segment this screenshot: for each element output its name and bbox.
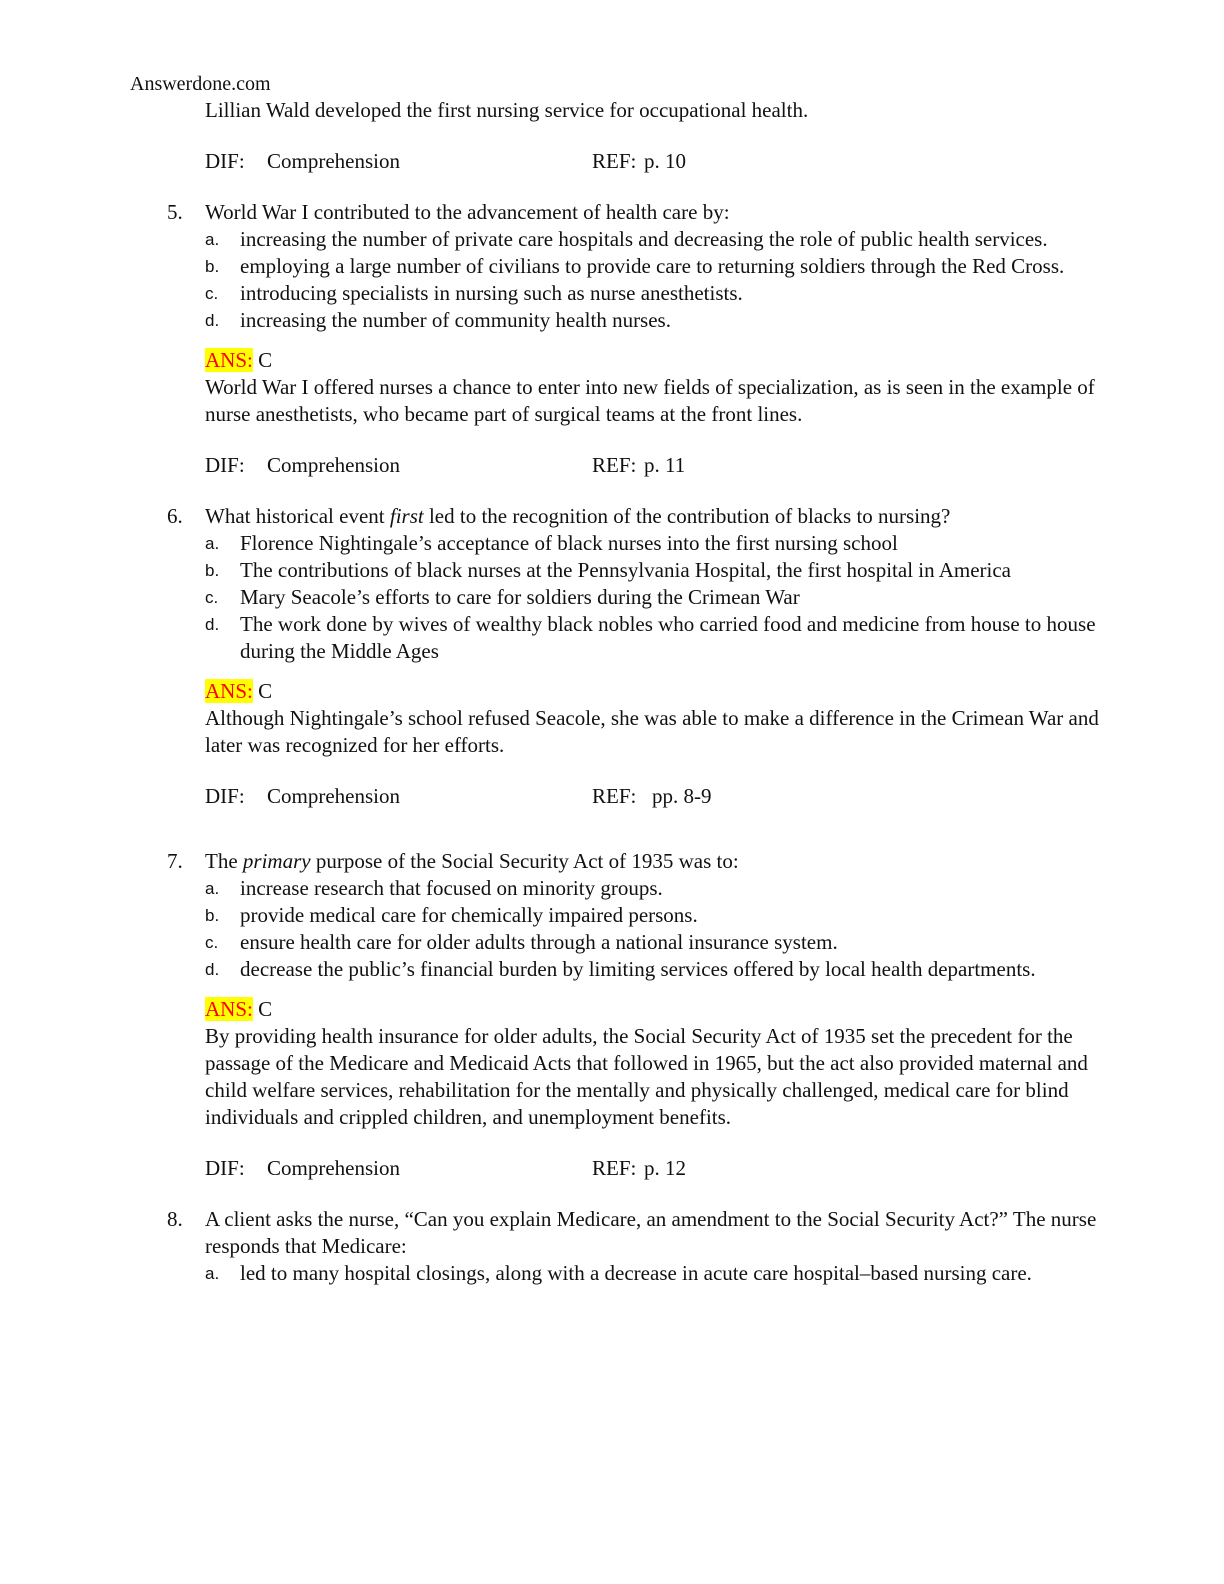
option-b [205, 253, 1125, 280]
answer-label: ANS: [205, 997, 253, 1021]
question-stem: World War I contributed to the advancement of health care by: [205, 200, 730, 224]
question-number: 7. [167, 849, 183, 873]
answer-value: C [252, 679, 273, 703]
answer-label: ANS: [205, 679, 253, 703]
option-list [205, 1260, 1125, 1287]
question-7 [167, 848, 1125, 1182]
ref-label: REF: [592, 784, 637, 808]
option-a [205, 530, 1125, 557]
option-d [205, 611, 1125, 665]
question-meta [205, 1155, 1125, 1182]
option-letter: a. [205, 534, 220, 553]
question-meta [205, 783, 1125, 810]
option-text: decrease the public’s financial burden by limiting services offered by local health departments. [240, 957, 1036, 981]
option-text: increasing the number of community health nurses. [240, 308, 671, 332]
answer-line [205, 996, 1125, 1023]
question-5 [167, 199, 1125, 479]
option-list [205, 875, 1125, 983]
question-stem: A client asks the nurse, “Can you explain Medicare, an amendment to the Social Security Act?” The nurse responds that Medicare: [205, 1207, 1097, 1258]
question-stem [205, 848, 1125, 875]
ref-value: p. 11 [644, 453, 686, 477]
answer-line [205, 678, 1125, 705]
option-letter: c. [205, 933, 219, 952]
ref-value: p. 10 [644, 149, 686, 173]
stem-emphasis: first [389, 504, 424, 528]
dif-value: Comprehension [267, 784, 400, 808]
option-a [205, 226, 1125, 253]
option-d [205, 307, 1125, 334]
option-text: ensure health care for older adults through a national insurance system. [240, 930, 838, 954]
option-text: Mary Seacole’s efforts to care for soldiers during the Crimean War [240, 585, 800, 609]
option-c [205, 280, 1125, 307]
option-text: Florence Nightingale’s acceptance of black nurses into the first nursing school [240, 531, 898, 555]
answer-line [205, 347, 1125, 374]
rationale: World War I offered nurses a chance to enter into new fields of specialization, as is seen in the example of nurse anesthetists, who became part of surgical teams at the front lines. [205, 375, 1095, 426]
option-text: increase research that focused on minority groups. [240, 876, 663, 900]
option-b [205, 902, 1125, 929]
option-letter: c. [205, 588, 219, 607]
question-number: 5. [167, 200, 183, 224]
option-list [205, 226, 1125, 334]
ref-label: REF: [592, 453, 637, 477]
option-text: The contributions of black nurses at the Pennsylvania Hospital, the first hospital in America [240, 558, 1012, 582]
stem-emphasis: primary [242, 849, 311, 873]
dif-label: DIF: [205, 453, 245, 477]
option-letter: d. [205, 960, 220, 979]
option-letter: a. [205, 230, 220, 249]
option-c [205, 929, 1125, 956]
dif-label: DIF: [205, 149, 245, 173]
dif-value: Comprehension [267, 453, 400, 477]
question-meta [205, 452, 1125, 479]
dif-label: DIF: [205, 784, 245, 808]
document-content [167, 97, 1125, 1287]
option-text: The work done by wives of wealthy black nobles who carried food and medicine from house to house during the Middle Ages [240, 612, 1096, 663]
option-a [205, 875, 1125, 902]
option-letter: c. [205, 284, 219, 303]
option-text: employing a large number of civilians to provide care to returning soldiers through the Red Cross. [240, 254, 1065, 278]
stem-part: purpose of the Social Security Act of 1935 was to: [310, 849, 739, 873]
stem-part: What historical event [205, 504, 390, 528]
stem-part: led to the recognition of the contribution of blacks to nursing? [423, 504, 951, 528]
option-text: provide medical care for chemically impaired persons. [240, 903, 698, 927]
option-letter: d. [205, 615, 220, 634]
answer-value: C [252, 997, 273, 1021]
ref-value: pp. 8-9 [652, 784, 712, 808]
dif-label: DIF: [205, 1156, 245, 1180]
option-a [205, 1260, 1125, 1287]
rationale: By providing health insurance for older adults, the Social Security Act of 1935 set the precedent for the passage of the Medicare and Medicaid Acts that followed in 1965, but the act also provided maternal and child welfare services, rehabilitation for the mentally and physically challenged, medical care for blind individuals and crippled children, and unemployment benefits. [205, 1024, 1088, 1129]
option-c [205, 584, 1125, 611]
answer-label: ANS: [205, 348, 253, 372]
option-list [205, 530, 1125, 665]
question-number: 8. [167, 1207, 183, 1231]
option-d [205, 956, 1125, 983]
question-8 [167, 1206, 1125, 1287]
rationale: Although Nightingale’s school refused Seacole, she was able to make a difference in the Crimean War and later was recognized for her efforts. [205, 706, 1099, 757]
option-letter: a. [205, 1264, 220, 1283]
intro-rationale: Lillian Wald developed the first nursing service for occupational health. [205, 98, 809, 122]
dif-value: Comprehension [267, 1156, 400, 1180]
option-text: increasing the number of private care hospitals and decreasing the role of public health services. [240, 227, 1048, 251]
option-letter: b. [205, 257, 220, 276]
intro-meta [205, 148, 1125, 175]
ref-label: REF: [592, 149, 637, 173]
ref-label: REF: [592, 1156, 637, 1180]
site-header: Answerdone.com [130, 73, 271, 95]
option-b [205, 557, 1125, 584]
dif-value: Comprehension [267, 149, 400, 173]
question-stem [205, 503, 1125, 530]
answer-value: C [252, 348, 273, 372]
question-6 [167, 503, 1125, 810]
option-letter: d. [205, 311, 220, 330]
option-letter: b. [205, 561, 220, 580]
stem-part: The [205, 849, 243, 873]
option-text: led to many hospital closings, along with a decrease in acute care hospital–based nursing care. [240, 1261, 1032, 1285]
question-number: 6. [167, 504, 183, 528]
option-letter: a. [205, 879, 220, 898]
ref-value: p. 12 [644, 1156, 686, 1180]
option-letter: b. [205, 906, 220, 925]
option-text: introducing specialists in nursing such as nurse anesthetists. [240, 281, 743, 305]
